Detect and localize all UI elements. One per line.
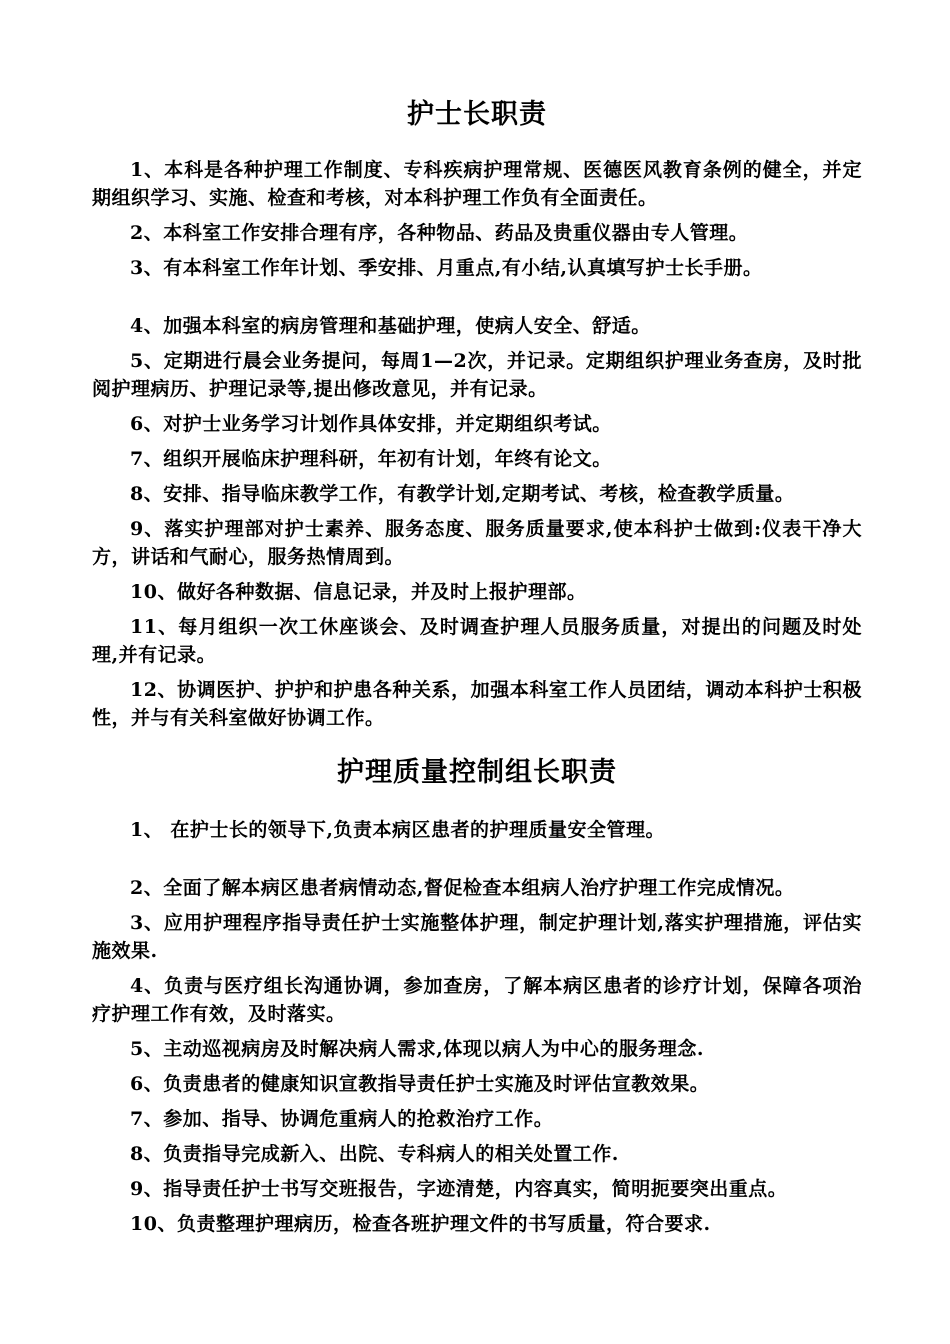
duty-item: 1、本科是各种护理工作制度、专科疾病护理常规、医德医风教育条例的健全，并定期组织学习、实施、检查和考核，对本科护理工作负有全面责任。: [92, 159, 862, 209]
duty-item: 11、每月组织一次工休座谈会、及时调查护理人员服务质量，对提出的问题及时处理,并有记录。: [92, 616, 862, 666]
duty-item: 7、参加、指导、协调危重病人的抢救治疗工作。: [130, 1108, 554, 1130]
duty-item: 6、对护士业务学习计划作具体安排，并定期组织考试。: [130, 413, 612, 435]
section-title-quality-control-leader: 护理质量控制组长职责: [337, 757, 617, 788]
duty-item: 9、指导责任护士书写交班报告，字迹清楚，内容真实，简明扼要突出重点。: [130, 1178, 788, 1200]
duty-item: 9、落实护理部对护士素养、服务态度、服务质量要求,使本科护士做到:仪表干净大方，讲话和气耐心，服务热情周到。: [92, 518, 862, 568]
duty-item: 12、协调医护、护护和护患各种关系，加强本科室工作人员团结，调动本科护士积极性，并与有关科室做好协调工作。: [92, 679, 862, 729]
duty-item: 10、做好各种数据、信息记录，并及时上报护理部。: [130, 581, 587, 603]
duty-item: 10、负责整理护理病历，检查各班护理文件的书写质量，符合要求.: [130, 1213, 711, 1235]
duty-item: 6、负责患者的健康知识宣教指导责任护士实施及时评估宣教效果。: [130, 1073, 710, 1095]
duty-item: 5、定期进行晨会业务提问，每周1—2次，并记录。定期组织护理业务查房，及时批阅护理病历、护理记录等,提出修改意见，并有记录。: [92, 350, 862, 400]
duty-item: 5、主动巡视病房及时解决病人需求,体现以病人为中心的服务理念.: [130, 1038, 704, 1060]
duty-item: 3、应用护理程序指导责任护士实施整体护理，制定护理计划,落实护理措施，评估实施效果.: [92, 912, 862, 962]
section-title-head-nurse: 护士长职责: [407, 99, 547, 130]
duty-item: 3、有本科室工作年计划、季安排、月重点,有小结,认真填写护士长手册。: [130, 257, 763, 279]
duty-item: 8、负责指导完成新入、出院、专科病人的相关处置工作.: [130, 1143, 619, 1165]
document-page: [92, 0, 862, 1245]
duty-item: 2、本科室工作安排合理有序，各种物品、药品及贵重仪器由专人管理。: [130, 222, 749, 244]
duty-item: 7、组织开展临床护理科研，年初有计划，年终有论文。: [130, 448, 612, 470]
duty-item: 8、安排、指导临床教学工作，有教学计划,定期考试、考核，检查教学质量。: [130, 483, 795, 505]
duty-item: 1、 在护士长的领导下,负责本病区患者的护理质量安全管理。: [130, 819, 665, 841]
duty-item: 4、加强本科室的病房管理和基础护理，使病人安全、舒适。: [130, 315, 651, 337]
duty-item: 4、负责与医疗组长沟通协调，参加查房，了解本病区患者的诊疗计划，保障各项治疗护理工作有效，及时落实。: [92, 975, 862, 1025]
duty-item: 2、全面了解本病区患者病情动态,督促检查本组病人治疗护理工作完成情况。: [130, 877, 795, 899]
